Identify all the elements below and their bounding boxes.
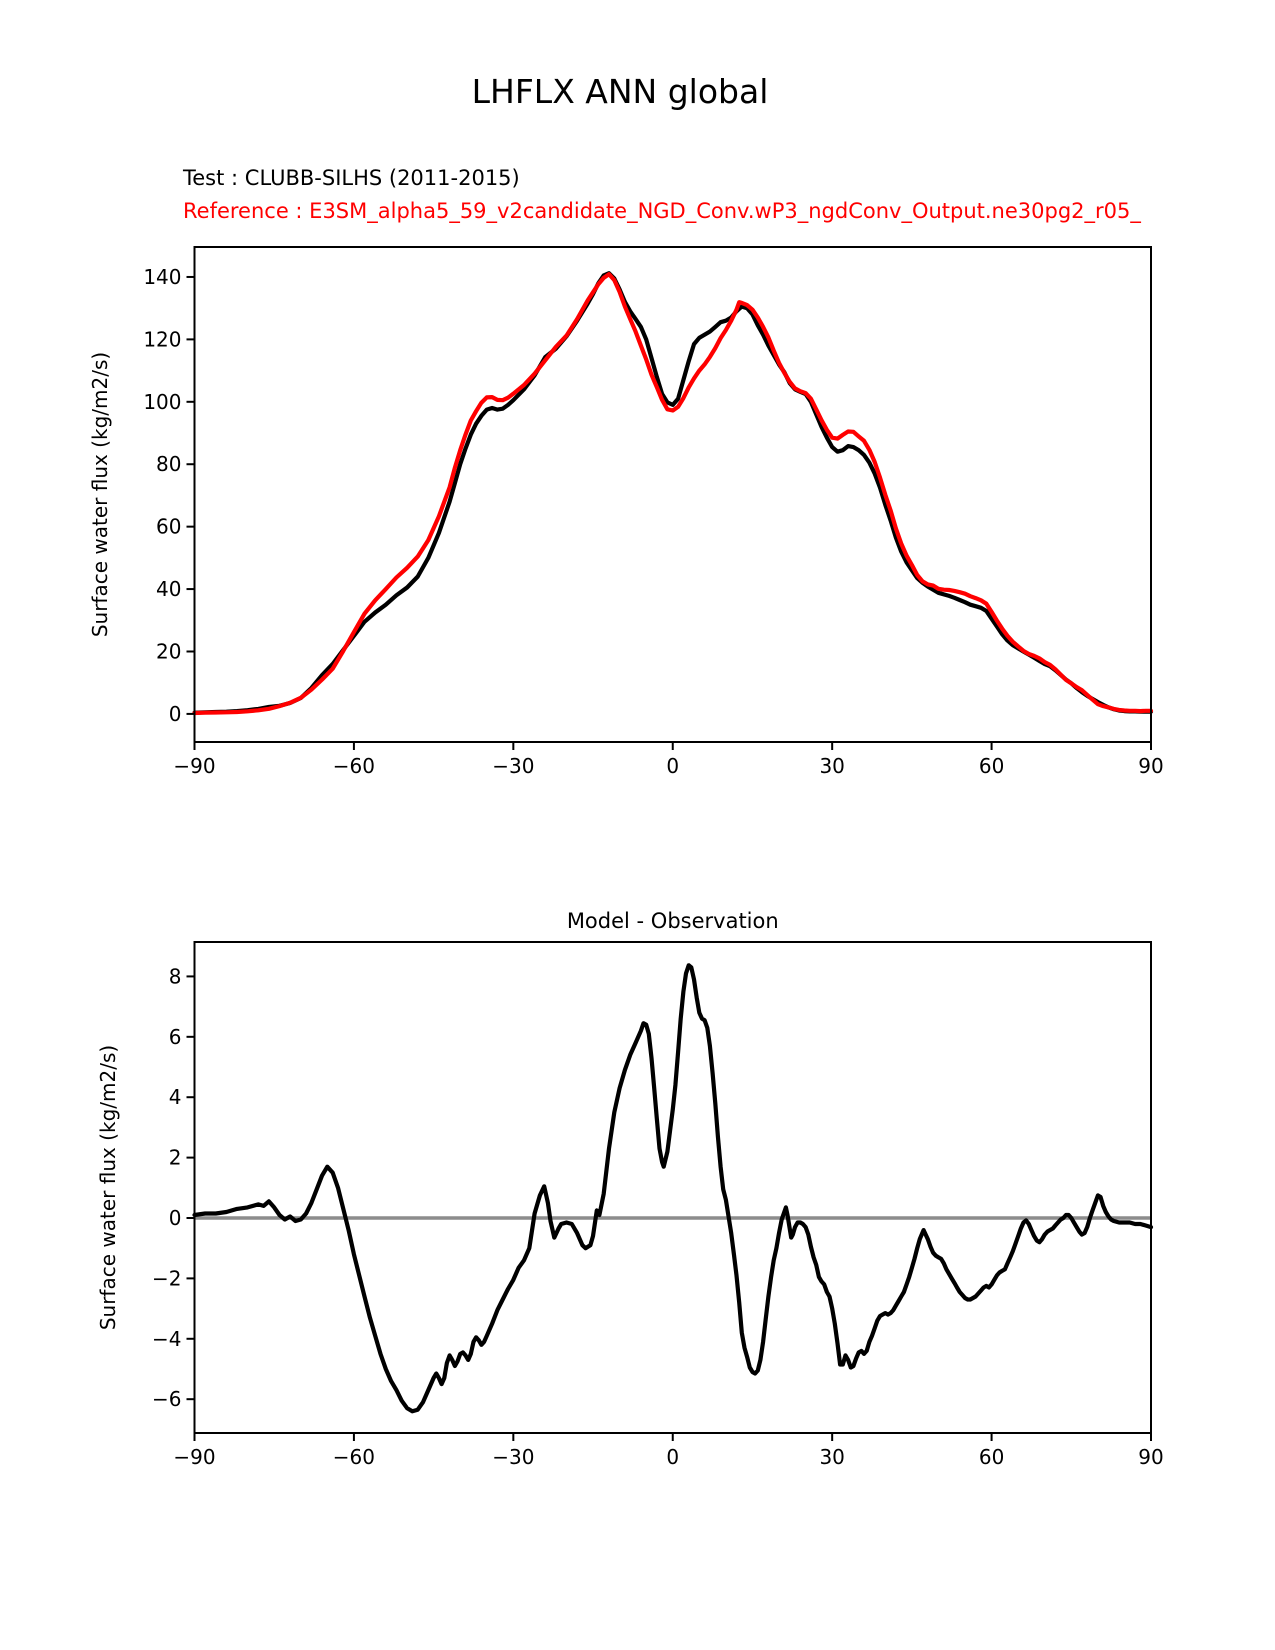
- chart-0: [88, 247, 1164, 778]
- x-tick-label: 60: [978, 754, 1005, 778]
- x-tick-label: −90: [173, 754, 216, 778]
- y-tick-label: 80: [156, 452, 182, 477]
- reference-line: [195, 274, 1152, 713]
- y-tick-label: −4: [152, 1326, 182, 1351]
- x-tick-label: 90: [1138, 1445, 1164, 1469]
- x-tick-label: −90: [173, 1445, 216, 1469]
- y-axis-label: Surface water flux (kg/m2/s): [96, 1044, 120, 1331]
- diff-line: [195, 965, 1152, 1411]
- x-tick-label: 30: [819, 1445, 845, 1469]
- y-tick-label: 120: [143, 327, 182, 352]
- x-tick-label: 0: [666, 754, 680, 778]
- y-tick-label: 2: [168, 1145, 182, 1170]
- x-tick-label: 0: [666, 1445, 680, 1469]
- y-tick-label: 0: [168, 701, 182, 726]
- y-tick-label: 8: [168, 964, 182, 989]
- legend-reference-label: Reference : E3SM_alpha5_59_v2candidate_NGD_Conv.wP3_ngdConv_Output.ne30pg2_r05_: [183, 199, 1141, 223]
- x-tick-label: 90: [1138, 754, 1164, 778]
- y-tick-label: 40: [156, 577, 182, 602]
- y-tick-label: 0: [168, 1205, 182, 1230]
- y-tick-label: 140: [143, 264, 182, 289]
- subplot-title: Model - Observation: [566, 909, 779, 933]
- y-tick-label: 6: [168, 1024, 182, 1049]
- x-tick-label: −60: [332, 754, 376, 778]
- y-tick-label: −6: [152, 1387, 182, 1412]
- y-tick-label: 20: [156, 639, 182, 664]
- legend-test-label: Test : CLUBB-SILHS (2011-2015): [183, 166, 520, 190]
- x-tick-label: 30: [819, 754, 845, 778]
- y-tick-label: 100: [143, 389, 182, 414]
- x-tick-label: −30: [492, 754, 535, 778]
- y-tick-label: 4: [168, 1085, 182, 1110]
- y-tick-label: −2: [152, 1266, 182, 1291]
- figure-title: LHFLX ANN global: [471, 72, 769, 111]
- x-tick-label: −30: [492, 1445, 535, 1469]
- y-tick-label: 60: [156, 514, 182, 539]
- x-tick-label: −60: [332, 1445, 376, 1469]
- chart-1: [96, 909, 1164, 1469]
- y-axis-label: Surface water flux (kg/m2/s): [88, 351, 112, 638]
- test-line: [195, 273, 1152, 713]
- x-tick-label: 60: [978, 1445, 1005, 1469]
- axes-frame: [195, 247, 1152, 742]
